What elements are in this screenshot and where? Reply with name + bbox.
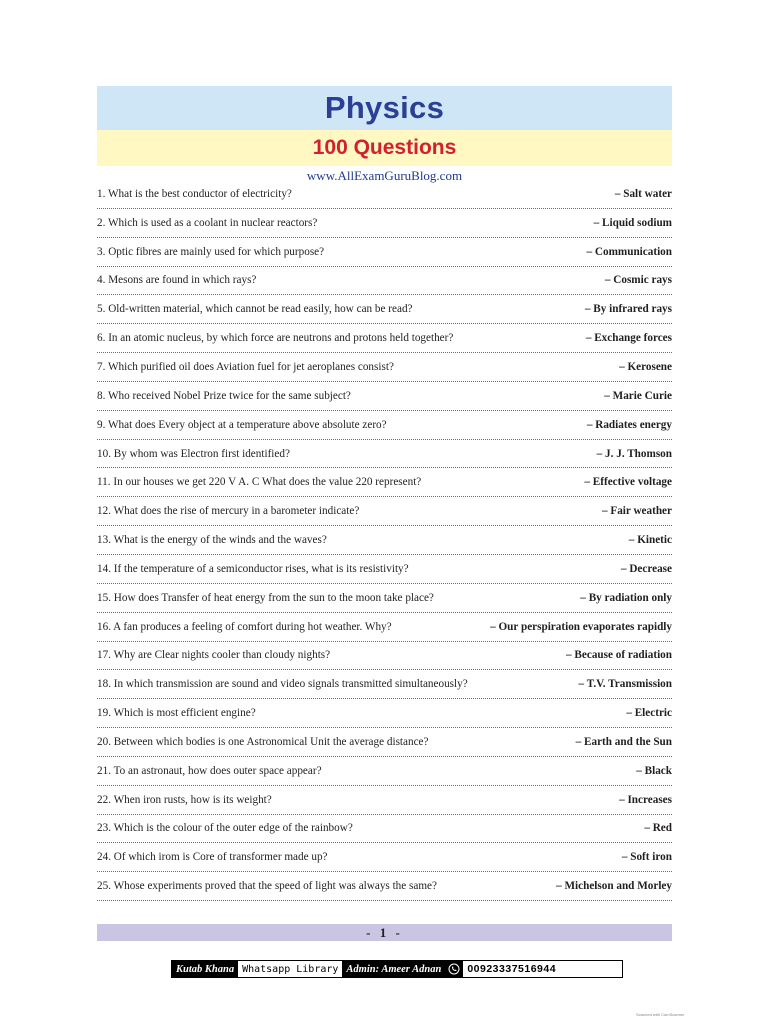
question-text: 21. To an astronaut, how does outer space appear? <box>97 764 322 777</box>
page-footer <box>97 924 672 941</box>
phone-number: 00923337516944 <box>463 961 560 977</box>
question-text: 5. Old-written material, which cannot be read easily, how can be read? <box>97 303 413 316</box>
question-row <box>97 584 672 613</box>
question-text: 11. In our houses we get 220 V A. C What does the value 220 represent? <box>97 476 422 489</box>
question-text: 12. What does the rise of mercury in a barometer indicate? <box>97 505 360 518</box>
whatsapp-icon <box>445 961 463 977</box>
question-text: 6. In an atomic nucleus, by which force are neutrons and protons held together? <box>97 332 454 345</box>
question-row <box>97 670 672 699</box>
question-text: 25. Whose experiments proved that the speed of light was always the same? <box>97 880 437 893</box>
answer-text: – J. J. Thomson <box>596 447 672 460</box>
answer-text: – Liquid sodium <box>593 216 672 229</box>
question-row <box>97 786 672 815</box>
question-row <box>97 382 672 411</box>
answer-text: – By radiation only <box>580 591 672 604</box>
question-row <box>97 295 672 324</box>
library-name: Kutab Khana <box>172 961 238 977</box>
question-text: 24. Of which irom is Core of transformer made up? <box>97 851 328 864</box>
question-row <box>97 728 672 757</box>
question-text: 2. Which is used as a coolant in nuclear reactors? <box>97 216 318 229</box>
question-text: 10. By whom was Electron first identified? <box>97 447 290 460</box>
answer-text: – Marie Curie <box>604 389 672 402</box>
answer-text: – Our perspiration evaporates rapidly <box>490 620 672 633</box>
question-row <box>97 468 672 497</box>
subtitle-band <box>97 130 672 166</box>
page-subtitle: 100 Questions <box>312 136 457 159</box>
question-text: 8. Who received Nobel Prize twice for the same subject? <box>97 389 351 402</box>
answer-text: – Cosmic rays <box>604 274 672 287</box>
answer-text: – Communication <box>586 245 672 258</box>
answer-text: – Decrease <box>620 562 672 575</box>
question-text: 4. Mesons are found in which rays? <box>97 274 257 287</box>
question-row <box>97 642 672 671</box>
answer-text: – Kerosene <box>619 360 672 373</box>
question-row <box>97 872 672 901</box>
admin-name: Admin: Ameer Adnan <box>342 961 445 977</box>
question-row <box>97 497 672 526</box>
scanner-watermark: Scanned with CamScanner <box>636 1012 685 1017</box>
whatsapp-library-label: Whatsapp Library <box>238 961 342 977</box>
answer-text: – Effective voltage <box>584 476 672 489</box>
question-text: 18. In which transmission are sound and video signals transmitted simultaneously? <box>97 678 468 691</box>
question-row <box>97 238 672 267</box>
question-text: 7. Which purified oil does Aviation fuel for jet aeroplanes consist? <box>97 360 394 373</box>
answer-text: – Electric <box>626 707 672 720</box>
question-row <box>97 699 672 728</box>
website-link[interactable]: www.AllExamGuruBlog.com <box>306 168 463 183</box>
question-text: 14. If the temperature of a semiconductor rises, what is its resistivity? <box>97 562 409 575</box>
answer-text: – T.V. Transmission <box>578 678 672 691</box>
question-text: 9. What does Every object at a temperature above absolute zero? <box>97 418 387 431</box>
answer-text: – Fair weather <box>601 505 672 518</box>
question-text: 23. Which is the colour of the outer edge of the rainbow? <box>97 822 353 835</box>
question-row <box>97 843 672 872</box>
credit-bar <box>171 960 623 978</box>
question-text: 1. What is the best conductor of electricity? <box>97 187 292 200</box>
question-text: 13. What is the energy of the winds and the waves? <box>97 534 327 547</box>
question-text: 16. A fan produces a feeling of comfort during hot weather. Why? <box>97 620 392 633</box>
answer-text: – Red <box>644 822 672 835</box>
page-title: Physics <box>324 90 445 125</box>
question-text: 22. When iron rusts, how is its weight? <box>97 793 272 806</box>
question-row <box>97 209 672 238</box>
answer-text: – Black <box>636 764 672 777</box>
question-text: 19. Which is most efficient engine? <box>97 707 256 720</box>
question-text: 15. How does Transfer of heat energy from the sun to the moon take place? <box>97 591 434 604</box>
question-row <box>97 324 672 353</box>
title-band <box>97 86 672 130</box>
answer-text: – Increases <box>619 793 672 806</box>
question-text: 20. Between which bodies is one Astronomical Unit the average distance? <box>97 735 429 748</box>
answer-text: – Salt water <box>614 187 672 200</box>
question-row <box>97 411 672 440</box>
answer-text: – Exchange forces <box>585 332 672 345</box>
question-row <box>97 613 672 642</box>
answer-text: – Michelson and Morley <box>556 880 672 893</box>
question-row <box>97 815 672 844</box>
question-row <box>97 526 672 555</box>
question-row <box>97 555 672 584</box>
question-row <box>97 353 672 382</box>
question-row <box>97 267 672 296</box>
answer-text: – Because of radiation <box>566 649 672 662</box>
answer-text: – Radiates energy <box>586 418 672 431</box>
question-list <box>97 180 672 901</box>
question-row <box>97 180 672 209</box>
question-text: 3. Optic fibres are mainly used for which purpose? <box>97 245 325 258</box>
answer-text: – By infrared rays <box>584 303 672 316</box>
answer-text: – Earth and the Sun <box>575 735 672 748</box>
answer-text: – Soft iron <box>621 851 672 864</box>
question-text: 17. Why are Clear nights cooler than cloudy nights? <box>97 649 331 662</box>
question-row <box>97 757 672 786</box>
question-row <box>97 440 672 469</box>
answer-text: – Kinetic <box>628 534 672 547</box>
page-number: - 1 - <box>366 924 403 940</box>
